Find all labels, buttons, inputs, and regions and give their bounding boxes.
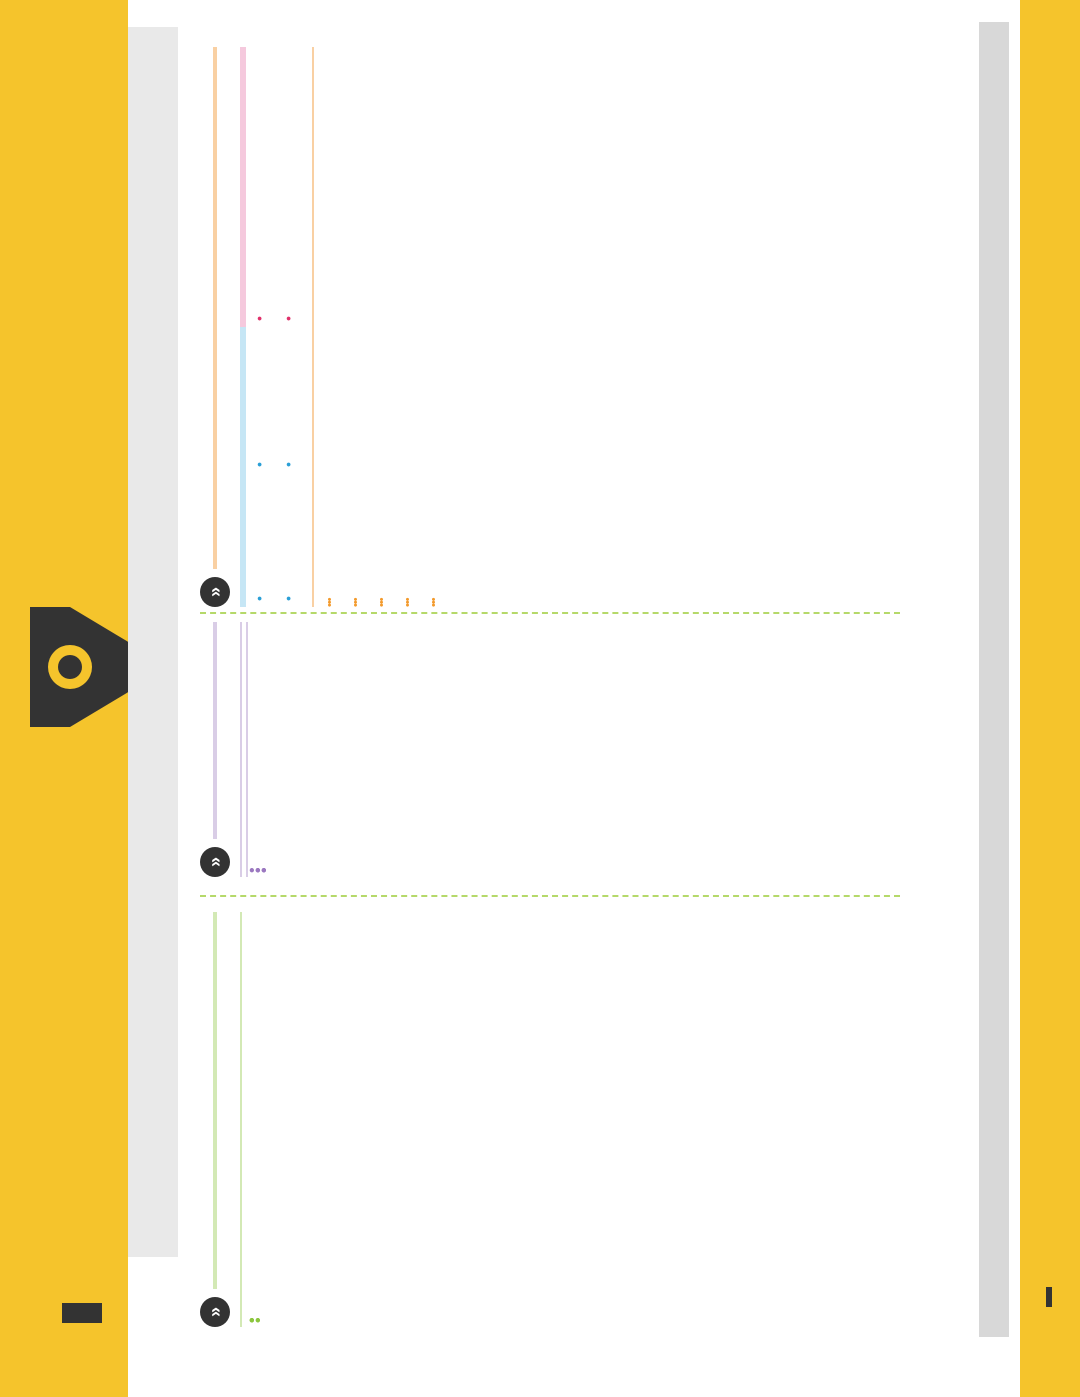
approver-name <box>277 53 302 321</box>
comment-2 <box>344 47 370 607</box>
column-divider <box>200 895 900 897</box>
signer-name <box>277 467 302 601</box>
samsun-report-title <box>240 912 242 1327</box>
havza-section-title <box>213 622 217 839</box>
comment-4 <box>396 47 422 607</box>
comment-3 <box>370 47 396 607</box>
bottom-banner <box>1020 0 1080 1397</box>
havza-section-header <box>200 622 230 877</box>
signer-name <box>277 333 302 467</box>
timeline-events <box>915 22 977 1337</box>
comment-1 <box>318 47 344 607</box>
column-divider <box>200 612 900 614</box>
timeline-dates <box>979 22 1009 1337</box>
title-accent <box>62 1303 102 1323</box>
timeline <box>915 22 1015 1337</box>
footer-course <box>1046 1287 1052 1307</box>
amasya-section-header <box>200 47 230 607</box>
column-amasya <box>200 47 448 607</box>
signer-name <box>248 467 273 601</box>
importance-title <box>246 622 248 877</box>
chevron-right-icon: » <box>200 1297 230 1327</box>
subtitle-strip <box>128 27 178 1257</box>
telegraph-title <box>240 622 242 877</box>
comment-5 <box>422 47 448 607</box>
samsun-section-title <box>213 912 217 1289</box>
articles-title <box>312 47 314 607</box>
column-havza <box>200 622 252 877</box>
approvers-column <box>240 47 304 327</box>
chevron-right-icon: » <box>200 847 230 877</box>
chevron-right-icon: » <box>200 577 230 607</box>
column-samsun <box>200 912 246 1327</box>
samsun-section-header <box>200 912 230 1327</box>
signatories-table <box>240 47 304 607</box>
signer-name <box>248 333 273 467</box>
approver-name <box>248 53 273 321</box>
amasya-section-title <box>213 47 217 569</box>
signers-column <box>240 327 304 607</box>
